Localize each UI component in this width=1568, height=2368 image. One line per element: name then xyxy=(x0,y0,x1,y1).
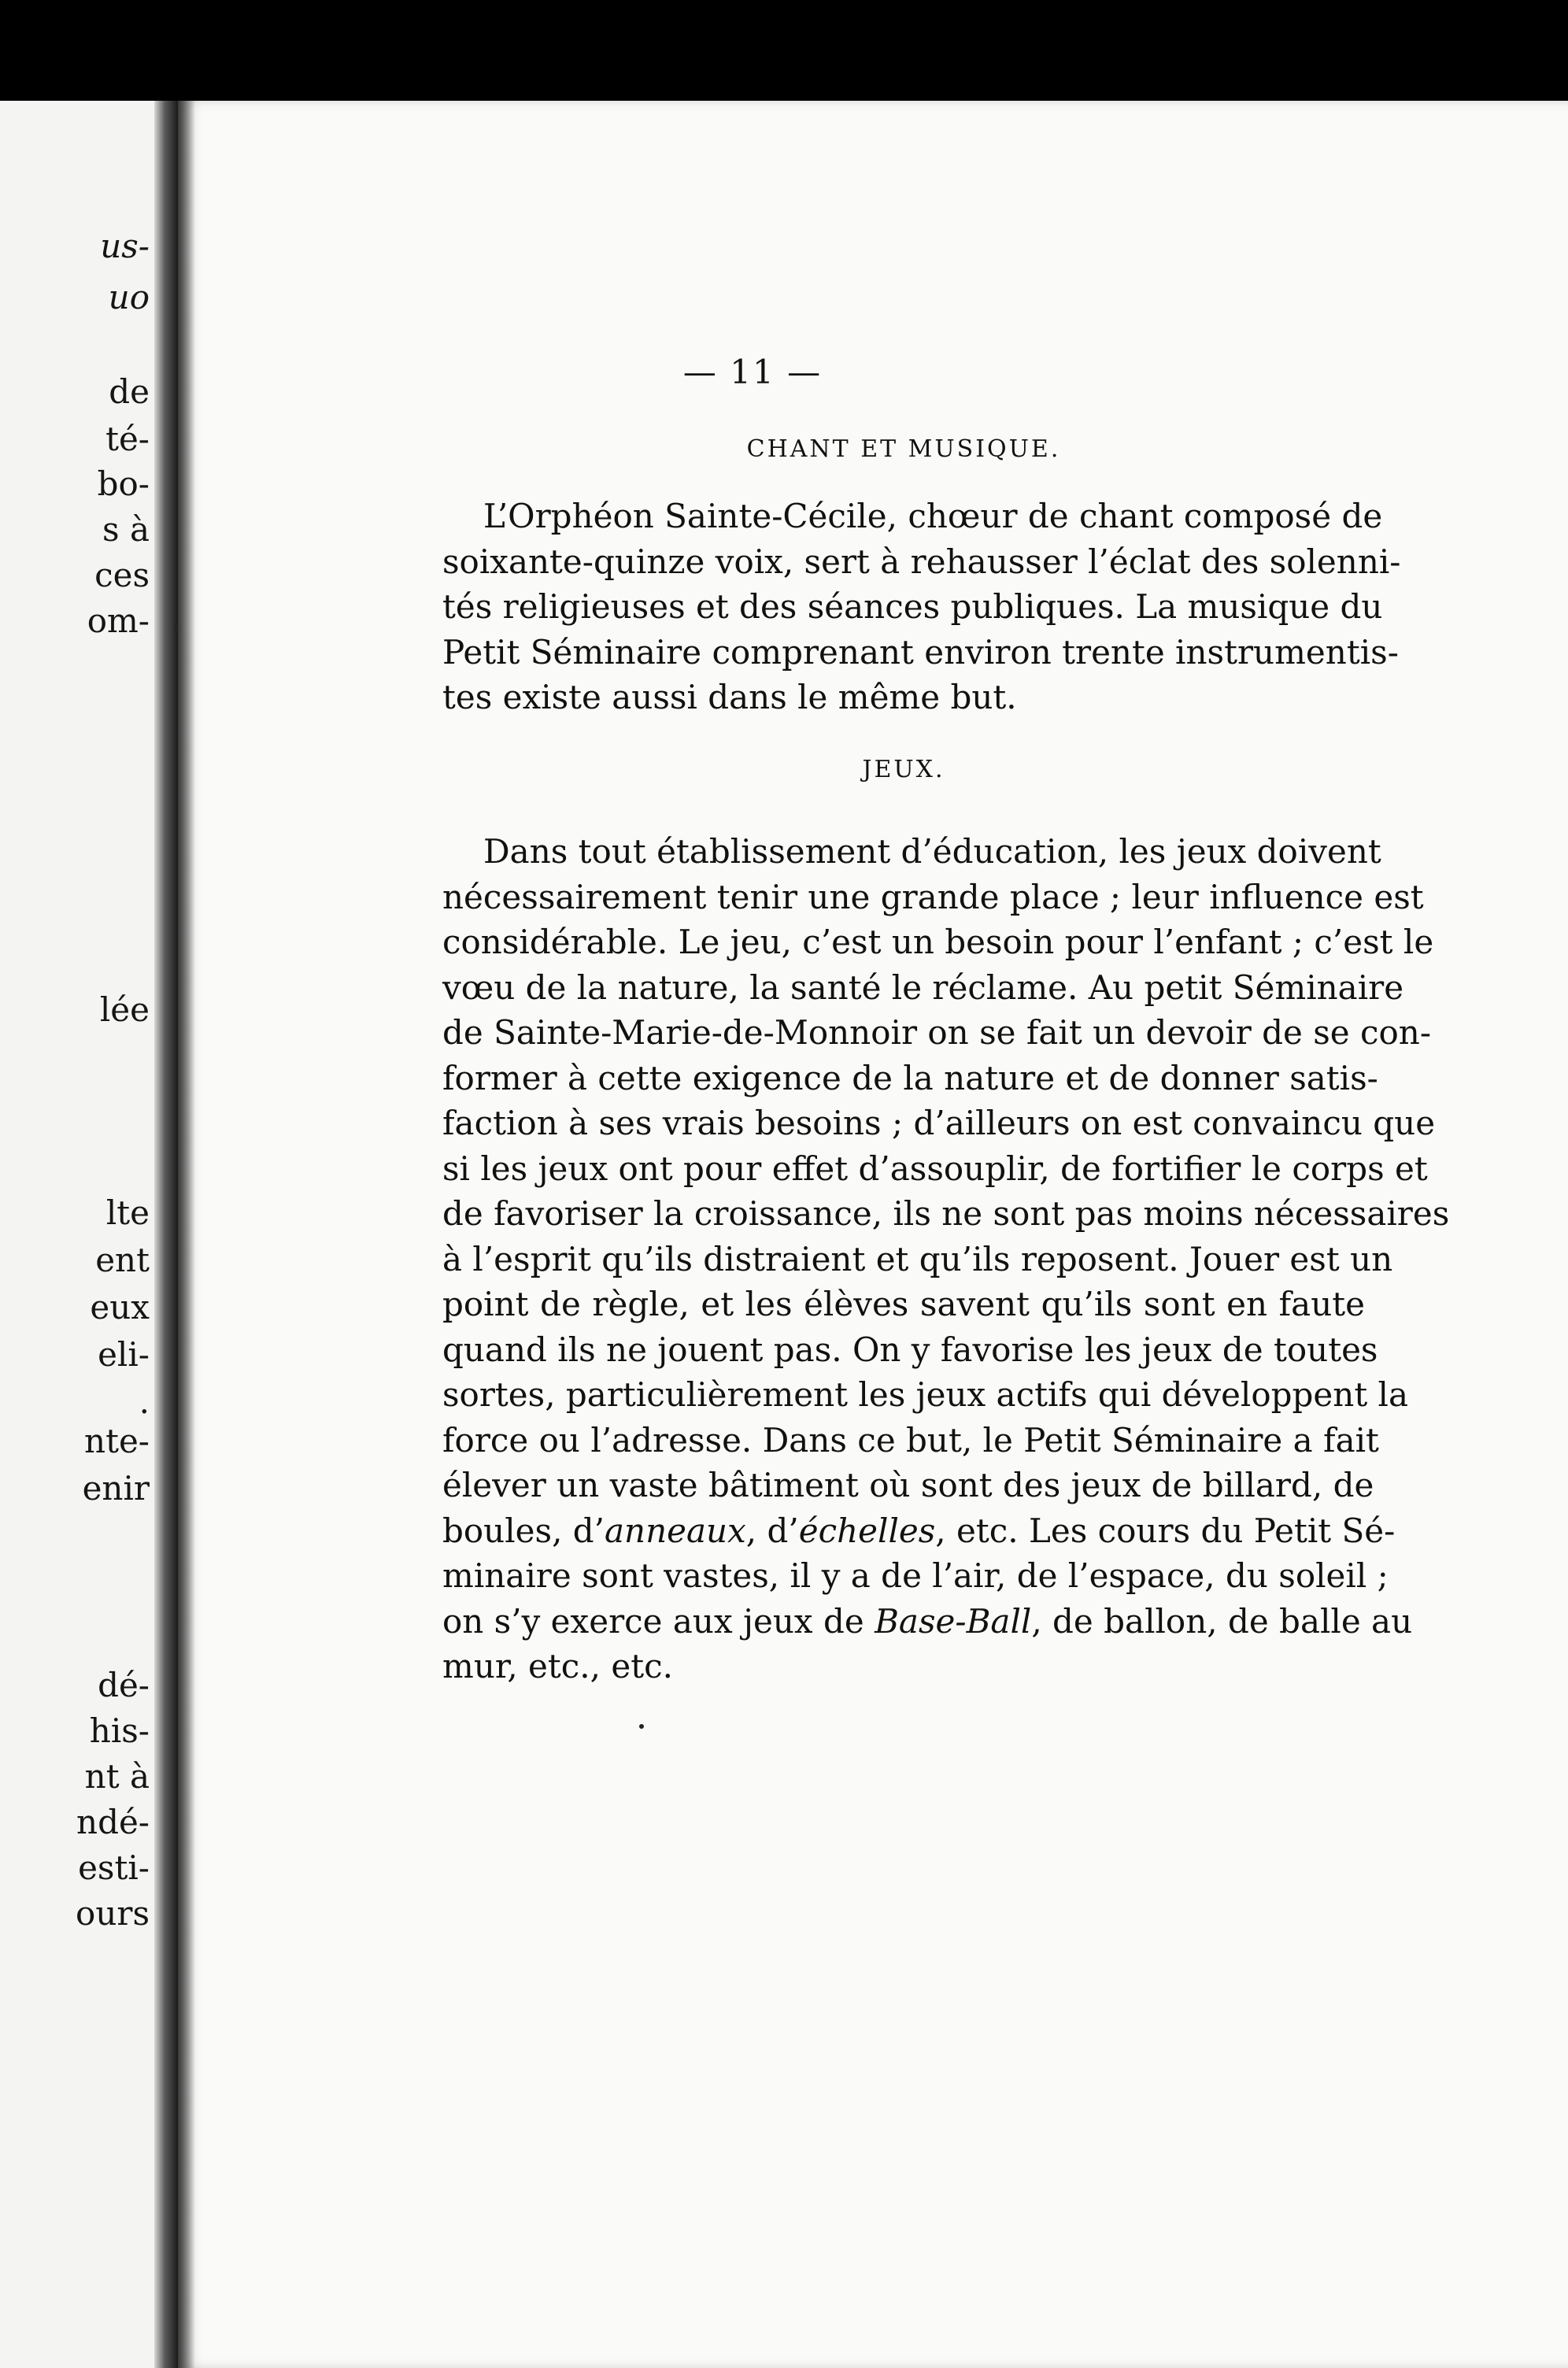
text-line: si les jeux ont pour effet d’assouplir, de fortifier le corps et xyxy=(442,1149,1428,1188)
text-line: soixante-quinze voix, sert à rehausser l’éclat des solenni- xyxy=(442,542,1401,581)
left-fragment: uo xyxy=(108,278,150,316)
left-fragment: ces xyxy=(94,556,150,594)
left-fragment: té- xyxy=(105,420,150,458)
text-line: vœu de la nature, la santé le réclame. Au petit Séminaire xyxy=(442,968,1404,1007)
section-heading-jeux: JEUX. xyxy=(862,756,945,783)
text-line: tés religieuses et des séances publiques. La musique du xyxy=(442,587,1383,626)
page-number: — 11 — xyxy=(682,353,823,391)
left-fragment: esti- xyxy=(78,1848,150,1887)
left-fragment: ent xyxy=(95,1241,150,1279)
left-fragment: nte- xyxy=(84,1422,150,1460)
text-line: minaire sont vastes, il y a de l’air, de l’espace, du soleil ; xyxy=(442,1556,1389,1595)
text-line-with-italics xyxy=(442,1508,1396,1554)
text-segment: boules, d’ xyxy=(442,1511,605,1550)
paragraph-chant xyxy=(442,494,1401,720)
left-fragment: s à xyxy=(102,510,150,549)
text-segment: on s’y exerce aux jeux de xyxy=(442,1601,875,1641)
left-fragment: lte xyxy=(105,1193,150,1232)
italic-term-anneaux: anneaux xyxy=(605,1511,746,1550)
text-line: considérable. Le jeu, c’est un besoin pour l’enfant ; c’est le xyxy=(442,923,1434,961)
text-segment: , d’ xyxy=(745,1511,799,1550)
section-heading-chant: CHANT ET MUSIQUE. xyxy=(746,435,1061,463)
text-line: de favoriser la croissance, ils ne sont pas moins nécessaires xyxy=(442,1194,1450,1233)
left-fragment: lée xyxy=(99,990,150,1029)
italic-term-echelles: échelles xyxy=(798,1511,936,1550)
text-line: L’Orphéon Sainte-Cécile, chœur de chant composé de xyxy=(483,497,1383,535)
italic-term-baseball: Base-Ball xyxy=(875,1601,1032,1641)
left-fragment: dé- xyxy=(98,1666,150,1704)
left-fragment: de xyxy=(109,372,150,411)
left-fragment: us- xyxy=(100,227,150,265)
main-page xyxy=(178,101,1568,2368)
left-fragment: . xyxy=(139,1382,150,1421)
text-line: former à cette exigence de la nature et de donner satis- xyxy=(442,1058,1378,1097)
text-line: Dans tout établissement d’éducation, les jeux doivent xyxy=(483,832,1381,871)
left-fragment: ours xyxy=(76,1894,150,1933)
book-gutter-shadow xyxy=(154,101,178,2368)
left-fragment: eli- xyxy=(98,1335,150,1374)
left-facing-page xyxy=(0,101,154,2368)
left-fragment: bo- xyxy=(97,464,150,503)
text-line: tes existe aussi dans le même but. xyxy=(442,678,1017,716)
text-segment: , etc. Les cours du Petit Sé- xyxy=(935,1511,1396,1550)
left-fragment: eux xyxy=(90,1288,150,1326)
text-line: nécessairement tenir une grande place ; leur influence est xyxy=(442,877,1424,916)
text-line: élever un vaste bâtiment où sont des jeux de billard, de xyxy=(442,1466,1374,1504)
left-fragment: his- xyxy=(89,1711,150,1750)
text-line: de Sainte-Marie-de-Monnoir on se fait un devoir de se con- xyxy=(442,1013,1432,1052)
left-fragment: om- xyxy=(87,601,150,640)
text-line: force ou l’adresse. Dans ce but, le Petit Séminaire a fait xyxy=(442,1420,1379,1460)
text-line: sortes, particulièrement les jeux actifs qui développent la xyxy=(442,1375,1409,1414)
text-line: faction à ses vrais besoins ; d’ailleurs on est convaincu que xyxy=(442,1104,1436,1142)
ink-speck xyxy=(639,1724,644,1729)
left-fragment: nt à xyxy=(84,1757,150,1796)
text-line: point de règle, et les élèves savent qu’ils sont en faute xyxy=(442,1285,1365,1323)
text-line: Petit Séminaire comprenant environ trente instrumentis- xyxy=(442,632,1399,672)
text-line: à l’esprit qu’ils distraient et qu’ils reposent. Jouer est un xyxy=(442,1239,1393,1278)
text-line: quand ils ne jouent pas. On y favorise les jeux de toutes xyxy=(442,1330,1378,1369)
text-segment: , de ballon, de balle au xyxy=(1031,1601,1413,1641)
left-fragment: ndé- xyxy=(76,1803,150,1841)
text-line: mur, etc., etc. xyxy=(442,1647,673,1685)
text-line-with-italics xyxy=(442,1599,1413,1645)
paragraph-jeux xyxy=(442,829,1450,1689)
binding-shadow xyxy=(178,101,195,2368)
left-fragment: enir xyxy=(82,1469,150,1508)
